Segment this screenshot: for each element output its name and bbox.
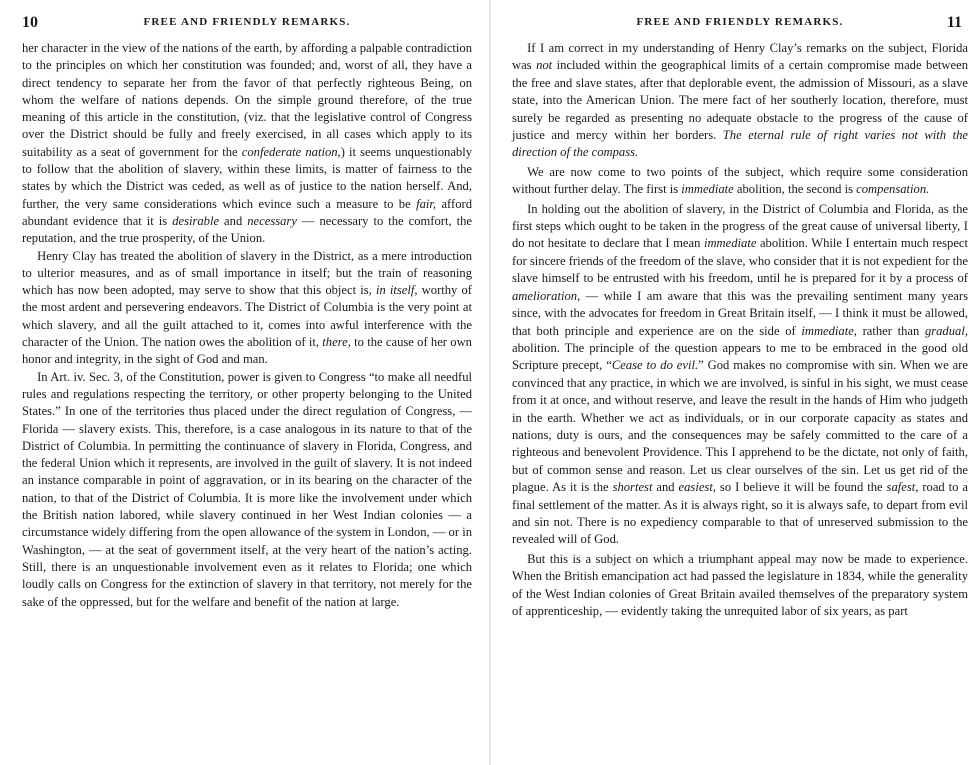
italic-run: immediate (703, 236, 757, 251)
italic-run: necessary (247, 213, 297, 228)
text-run: to the cause of her own honor and integrity, in the sight of God and man. (22, 335, 472, 367)
text-run: — necessary to the comfort, the reputation, and the true prosperity, of the Union. (22, 213, 473, 246)
text-run: and (652, 480, 679, 495)
left-paragraph-1 (22, 40, 472, 248)
right-running-head (512, 6, 968, 40)
left-running-head (22, 6, 472, 40)
right-running-title: FREE AND FRIENDLY REMARKS. (636, 16, 844, 28)
right-paragraph-1 (512, 40, 968, 162)
text-run: ” God makes no compromise with sin. When we are convinced that any practice, in which we are involved, is sinful in his sight, we must cease from it at once, and without reserve, and leave the result in the hands of Him who judgeth in the earth. Whether we act as individuals, or in our corporate capacity as states and nations, duty is ours, and the consequences may be safely committed to the care of a righteous and benevolent Providence. This I apprehend to be the dictate, not only of faith, but of common sense and reason. Let us clear ourselves of the sin. Let us get rid of the plague. As it is the (512, 358, 968, 495)
italic-run: The eternal rule of right varies not with the direction of the compass. (512, 128, 968, 160)
text-run: abolition. The principle of the question appears to me to be embraced in the good old Scripture precept, “ (512, 340, 968, 373)
right-paragraph-2 (512, 164, 968, 199)
text-run: — while I am aware that this was the prevailing sentiment many years since, with the advocates for freedom in Great Britain itself, — I think it must be allowed, that both principle and experience are on the side of (512, 288, 968, 338)
text-run: In Art. iv. Sec. 3, of the Constitution, power is given to Congress “to make all needful rules and regulations respecting the territory, or other property belonging to the United States.” In one of the territories thus placed under the direct regulation of Congress, — Florida — slavery exists. This, therefore, is a case analogous in its nature to that of the District of Columbia. In permitting the continuance of slavery in Florida, Congress, and the federal Union which it represents, are involved in the guilt of slavery. It is not indeed an instance comparable in point of aggravation, or in its bearing on the character of the nation, to that of the District of Columbia. It is more like the involvement under which the British nation labored, while slavery continued in her West Indian colonies — a circumstance widely differing from the open allowance of the system in London, — or in Washington, — at the seat of government itself, at the very heart of the nation’s acting. Still, there is an unquestionable involvement even as it relates to Florida; one which loudly calls on Congress for the extinction of slavery in that territory, not merely for the sake of the oppressed, but for the welfare and benefit of the nation at large. (22, 369, 472, 609)
left-paragraph-3 (22, 369, 472, 611)
left-running-title: FREE AND FRIENDLY REMARKS. (143, 16, 351, 28)
italic-run: Cease to do evil. (611, 358, 699, 373)
text-run: worthy of the most ardent and persevering endeavors. The District of Columbia is the very point at which slavery, and all the guilt attached to it, comes into awful interference with the character of the Union. The nation owes the abolition of it, (22, 283, 472, 350)
italic-run: shortest (612, 480, 653, 495)
text-run: If I am correct in my understanding of Henry Clay’s remarks on the subject, Florida was (512, 41, 968, 73)
left-page-number: 10 (22, 14, 38, 31)
italic-run: compensation. (856, 182, 930, 197)
italic-run: safest, (886, 480, 919, 495)
italic-run: there, (322, 335, 351, 350)
text-run: We are now come to two points of the subject, which require some consideration without further delay. The first is (512, 164, 968, 197)
text-run: abolition, the second is (733, 182, 857, 197)
italic-run: confederate nation, (241, 144, 341, 159)
text-run: road to a final settlement of the matter. As it is always right, so it is always safe, to depart from evil and sin not. There is no expediency comparable to that of unreserved submission to the revealed will of God. (512, 480, 969, 547)
text-run: rather than (856, 323, 925, 338)
italic-run: immediate, (801, 323, 857, 338)
right-paragraph-3 (512, 201, 968, 549)
right-body-text (512, 40, 968, 620)
right-page-number: 11 (946, 14, 962, 31)
left-body-text (22, 40, 472, 611)
text-run: so I believe it will be found the (715, 480, 887, 495)
text-run: and (219, 213, 248, 228)
text-run: included within the geographical limits of a certain compromise made between the free and slave states, after that deplorable event, the admission of Missouri, as a slave state, into the American Union. The mere fact of her southerly location, therefore, must surely be regarded as presenting no adequate obstacle to the progress of the cause of justice and mercy within her borders. (512, 58, 968, 143)
text-run: afford abundant evidence that it is (22, 196, 473, 228)
italic-run: not (536, 58, 553, 73)
right-page (490, 0, 980, 765)
italic-run: desirable (172, 213, 220, 228)
text-run: ) it seems unquestionably to follow that the abolition of slavery, within these limits, is matter of fairness to the states by which the District was ceded, as well as of justice to the nation herself. And, further, the very same considerations which evince such a measure to be (22, 144, 473, 211)
text-run: her character in the view of the nations of the earth, by affording a palpable contradiction to the principles on which her constitution was founded; and, worst of all, they have a direct tendency to separate her from the favor of that perfectly righteous Being, on whom the welfare of nations depends. On the simple ground therefore, of the true meaning of this article in the constitution, (viz. that the legislative control of Congress over the District should be fully and freely exercised, in all cases which apply to its suitability as a seat of government for the (22, 41, 472, 159)
italic-run: fair, (416, 196, 437, 211)
italic-run: in itself, (375, 283, 418, 298)
italic-run: gradual, (924, 323, 968, 338)
text-run: abolition. While I entertain much respect for sincere friends of the freedom of the slave, who consider that it is not expedient for the slave himself to be entrusted with his freedom, until he is prepared for it by a process of (512, 236, 968, 286)
text-run: Henry Clay has treated the abolition of slavery in the District, as a mere introduction to ulterior measures, and as of small importance in itself; but the train of reasoning which has now been adopted, may serve to show that this object is, (22, 248, 472, 298)
left-paragraph-2 (22, 248, 472, 369)
italic-run: easiest, (678, 480, 716, 495)
right-paragraph-4 (512, 551, 968, 621)
italic-run: immediate (681, 182, 734, 197)
italic-run: amelioration, (512, 288, 581, 303)
text-run: In holding out the abolition of slavery, in the District of Columbia and Florida, as the first steps which ought to be taken in the progress of the great cause of universal liberty, I do not hesitate to declare that I mean (512, 201, 968, 251)
text-run: But this is a subject on which a triumphant appeal may now be made to experience. When the British emancipation act had passed the legislature in 1834, while the generality of the West Indian colonies of Great Britain availed themselves of the preparatory system of apprenticeship, — evidently taking the unrequited labor of six years, as part (512, 551, 968, 618)
